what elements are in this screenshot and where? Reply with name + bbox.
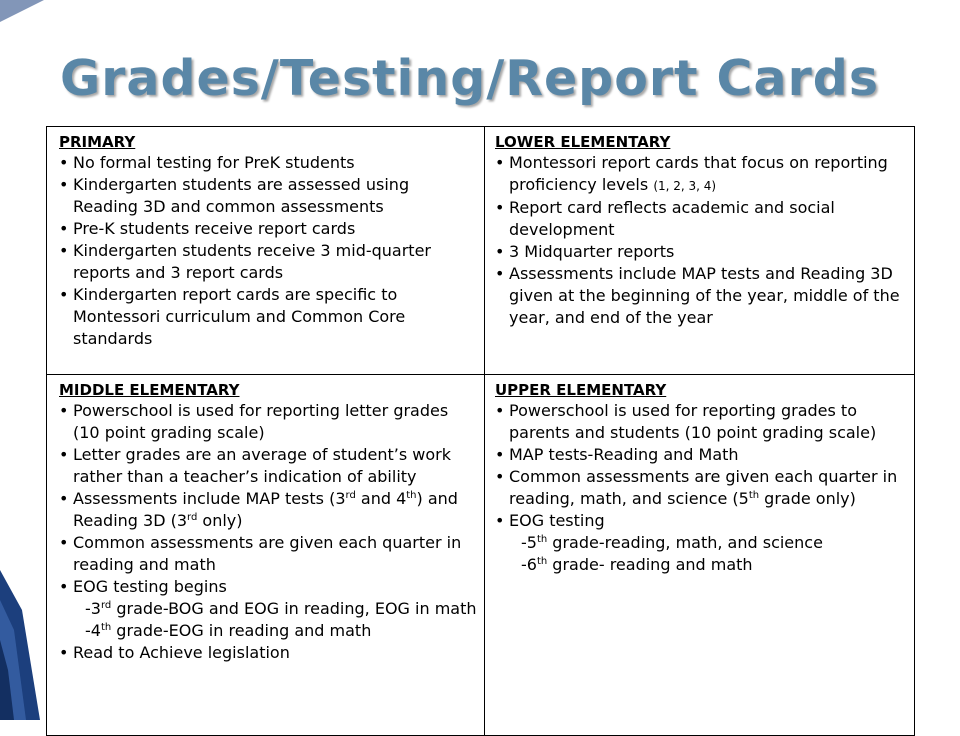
list-item: • Letter grades are an average of student’s work rather than a teacher’s indication of ability [59,444,478,488]
list-item: • Common assessments are given each quarter in reading and math [59,532,478,576]
list-item-text: Montessori report cards that focus on reporting proficiency levels [509,153,888,194]
text-part: -6 [521,555,537,574]
primary-list [59,152,478,350]
list-item: • Kindergarten report cards are specific to Montessori curriculum and Common Core standards [59,284,478,350]
ordinal-suffix: rd [187,512,198,523]
info-table [46,126,915,736]
ordinal-suffix: th [536,534,548,545]
lower-elementary-heading: LOWER ELEMENTARY [495,133,671,151]
middle-elementary-cell [47,375,485,735]
text-part: ) and Reading 3D (3 [73,489,458,530]
page-title: Grades/Testing/Report Cards [60,50,879,107]
text-part: grade only) [759,489,856,508]
list-item: • Powerschool is used for reporting letter grades (10 point grading scale) [59,400,478,444]
text-part: -5 [521,533,537,552]
list-item: • Kindergarten students receive 3 mid-quarter reports and 3 report cards [59,240,478,284]
list-item [59,488,478,532]
sub-list-item [495,532,908,554]
list-item [495,152,908,197]
upper-elementary-heading: UPPER ELEMENTARY [495,381,667,399]
ordinal-suffix: th [100,622,112,633]
text-part: Common assessments are given each quarter in reading, math, and science (5 [509,467,898,508]
list-item: • No formal testing for PreK students [59,152,478,174]
proficiency-levels: (1, 2, 3, 4) [653,179,717,193]
text-part: Assessments include MAP tests (3 [73,489,346,508]
text-part: -4 [85,621,101,640]
corner-decoration-top [0,0,60,24]
list-item: • Kindergarten students are assessed using Reading 3D and common assessments [59,174,478,218]
ordinal-suffix: rd [345,490,356,501]
text-part: and 4 [355,489,407,508]
upper-elementary-cell [485,375,914,735]
list-item: • Read to Achieve legislation [59,642,478,664]
text-part: grade-EOG in reading and math [111,621,372,640]
list-item: • 3 Midquarter reports [495,241,908,263]
primary-cell [47,127,485,375]
list-item: • MAP tests-Reading and Math [495,444,908,466]
ordinal-suffix: th [536,556,548,567]
text-part: -3 [85,599,101,618]
primary-heading: PRIMARY [59,133,136,151]
ordinal-suffix: th [406,490,417,501]
upper-elementary-list [495,400,908,576]
middle-elementary-heading: MIDDLE ELEMENTARY [59,381,240,399]
sub-list-item [59,598,478,620]
ordinal-suffix: rd [100,600,112,611]
sub-list-item [495,554,908,576]
text-part: grade-BOG and EOG in reading, EOG in math [111,599,477,618]
text-part: grade-reading, math, and science [547,533,823,552]
text-part: grade- reading and math [547,555,753,574]
ordinal-suffix: th [748,490,760,501]
text-part: only) [197,511,243,530]
list-item: • EOG testing [495,510,908,532]
list-item [495,466,908,510]
list-item: • Report card reflects academic and social development [495,197,908,241]
lower-elementary-cell [485,127,914,375]
list-item: • EOG testing begins [59,576,478,598]
list-item: • Powerschool is used for reporting grades to parents and students (10 point grading scale) [495,400,908,444]
sub-list-item [59,620,478,642]
list-item: • Assessments include MAP tests and Reading 3D given at the beginning of the year, middle of the year, and end of the year [495,263,908,329]
lower-elementary-list [495,152,908,329]
list-item: • Pre-K students receive report cards [59,218,478,240]
middle-elementary-list [59,400,478,664]
